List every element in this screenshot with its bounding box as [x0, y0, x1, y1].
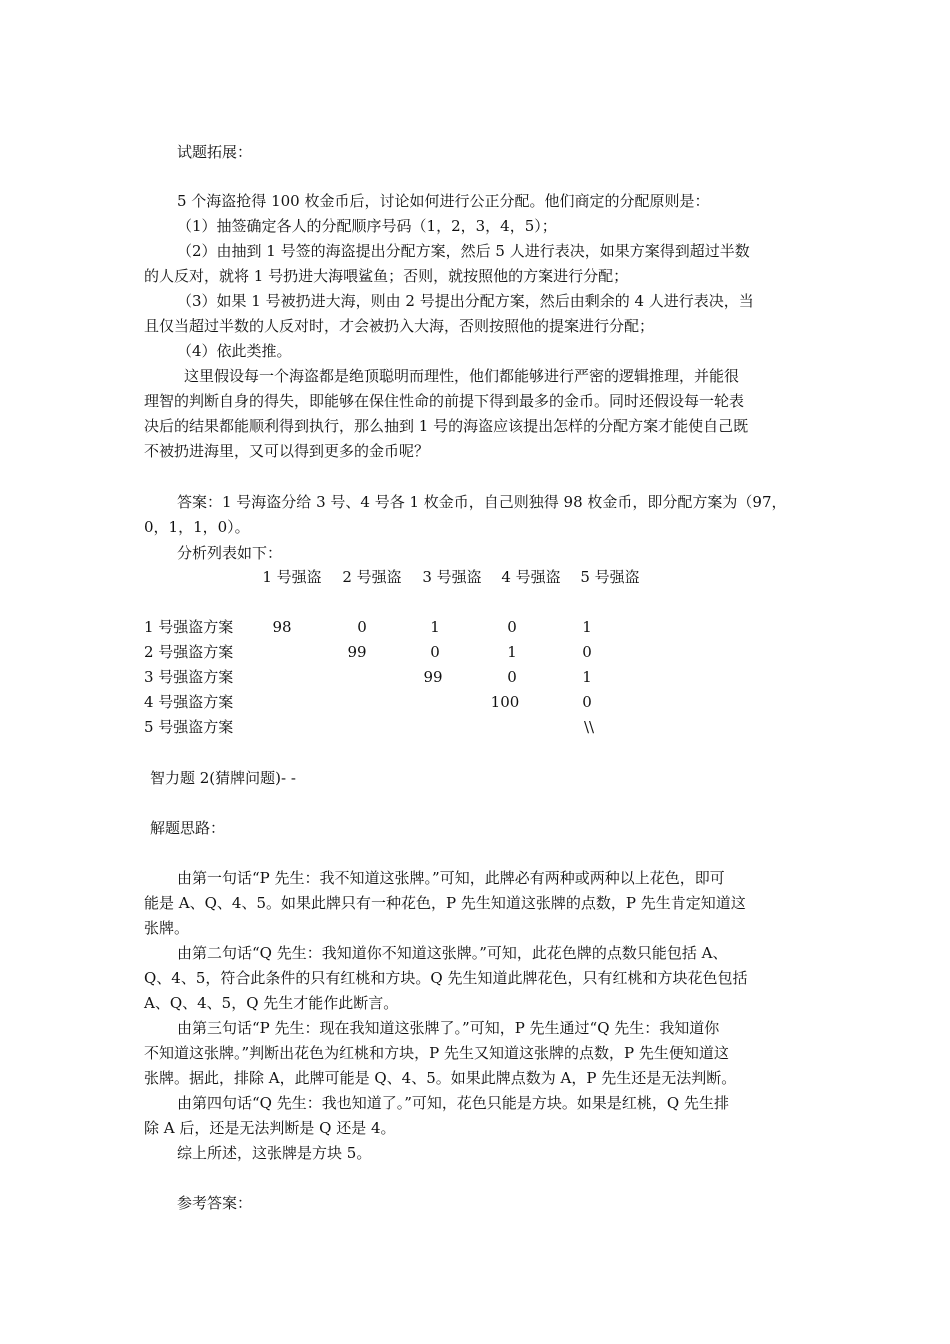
- table-cell: 0: [582, 693, 592, 711]
- table-cell: 0: [507, 618, 517, 636]
- solution-heading: 解题思路：: [150, 819, 226, 837]
- table-header: 5 号强盗: [580, 568, 640, 586]
- answer-line: 答案：1 号海盗分给 3 号、4 号各 1 枚金币，自己则独得 98 枚金币，即分配方案为（97，: [177, 493, 787, 511]
- table-intro: 分析列表如下：: [177, 544, 283, 562]
- table-header: 4 号强盗: [501, 568, 561, 586]
- table-header: 1 号强盗: [262, 568, 322, 586]
- table-cell: 100: [490, 693, 520, 711]
- table-cell: 99: [347, 643, 367, 661]
- puzzle-2-title: 智力题 2(猜牌问题)- -: [150, 769, 296, 787]
- section-heading-expand: 试题拓展：: [177, 143, 253, 161]
- table-header: 3 号强盗: [422, 568, 482, 586]
- solution-paragraph-3-cont: 张牌。据此，排除 A，此牌可能是 Q、4、5。如果此牌点数为 A，P 先生还是无法判断。: [144, 1069, 737, 1087]
- table-cell: 99: [423, 668, 443, 686]
- solution-paragraph-2-cont: A、Q、4、5，Q 先生才能作此断言。: [144, 994, 399, 1012]
- problem-assumption-cont-3: 不被扔进海里，又可以得到更多的金币呢？: [144, 442, 430, 460]
- table-cell: 0: [507, 668, 517, 686]
- problem-rule-4: （4）依此类推。: [177, 342, 292, 360]
- reference-answer-heading: 参考答案：: [177, 1194, 253, 1212]
- solution-conclusion: 综上所述，这张牌是方块 5。: [177, 1144, 372, 1162]
- table-cell: 0: [430, 643, 440, 661]
- solution-paragraph-4-cont: 除 A 后，还是无法判断是 Q 还是 4。: [144, 1119, 396, 1137]
- solution-paragraph-2: 由第二句话“Q 先生：我知道你不知道这张牌。”可知，此花色牌的点数只能包括 A、: [177, 944, 728, 962]
- problem-assumption: 这里假设每一个海盗都是绝顶聪明而理性，他们都能够进行严密的逻辑推理，并能很: [184, 367, 740, 385]
- table-cell: 1: [507, 643, 517, 661]
- solution-paragraph-2-cont: Q、4、5，符合此条件的只有红桃和方块。Q 先生知道此牌花色，只有红桃和方块花色包括: [144, 969, 748, 987]
- table-row-label: 3 号强盗方案: [144, 668, 234, 686]
- table-cell: \\: [583, 718, 595, 736]
- table-cell: 98: [272, 618, 292, 636]
- table-cell: 1: [582, 618, 592, 636]
- table-row-label: 5 号强盗方案: [144, 718, 234, 736]
- solution-paragraph-1-cont: 能是 A、Q、4、5。如果此牌只有一种花色，P 先生知道这张牌的点数，P 先生肯定知道这: [144, 894, 746, 912]
- solution-paragraph-1: 由第一句话“P 先生：我不知道这张牌。”可知，此牌必有两种或两种以上花色，即可: [177, 869, 725, 887]
- problem-rule-1: （1）抽签确定各人的分配顺序号码（1，2，3，4，5）；: [177, 217, 557, 235]
- table-cell: 1: [582, 668, 592, 686]
- problem-assumption-cont-1: 理智的判断自身的得失，即能够在保住性命的前提下得到最多的金币。同时还假设每一轮表: [144, 392, 745, 410]
- table-cell: 0: [582, 643, 592, 661]
- table-header: 2 号强盗: [342, 568, 402, 586]
- table-row-label: 4 号强盗方案: [144, 693, 234, 711]
- problem-assumption-cont-2: 决后的结果都能顺利得到执行，那么抽到 1 号的海盗应该提出怎样的分配方案才能使自己既: [144, 417, 749, 435]
- table-cell: 1: [430, 618, 440, 636]
- table-row-label: 1 号强盗方案: [144, 618, 234, 636]
- solution-paragraph-3: 由第三句话“P 先生：现在我知道这张牌了。”可知，P 先生通过“Q 先生：我知道你: [177, 1019, 720, 1037]
- table-cell: 0: [357, 618, 367, 636]
- solution-paragraph-4: 由第四句话“Q 先生：我也知道了。”可知，花色只能是方块。如果是红桃，Q 先生排: [177, 1094, 729, 1112]
- problem-intro: 5 个海盗抢得 100 枚金币后，讨论如何进行公正分配。他们商定的分配原则是：: [177, 192, 710, 210]
- problem-rule-2: （2）由抽到 1 号签的海盗提出分配方案，然后 5 人进行表决，如果方案得到超过半数: [177, 242, 750, 260]
- problem-rule-2-cont: 的人反对，就将 1 号扔进大海喂鲨鱼；否则，就按照他的方案进行分配；: [144, 267, 629, 285]
- solution-paragraph-3-cont: 不知道这张牌。”判断出花色为红桃和方块，P 先生又知道这张牌的点数，P 先生便知道这: [144, 1044, 729, 1062]
- table-row-label: 2 号强盗方案: [144, 643, 234, 661]
- solution-paragraph-1-cont: 张牌。: [144, 919, 190, 937]
- problem-rule-3-cont: 且仅当超过半数的人反对时，才会被扔入大海，否则按照他的提案进行分配；: [144, 317, 655, 335]
- problem-rule-3: （3）如果 1 号被扔进大海，则由 2 号提出分配方案，然后由剩余的 4 人进行表决，当: [177, 292, 754, 310]
- answer-line-cont: 0，1，1，0）。: [144, 518, 250, 536]
